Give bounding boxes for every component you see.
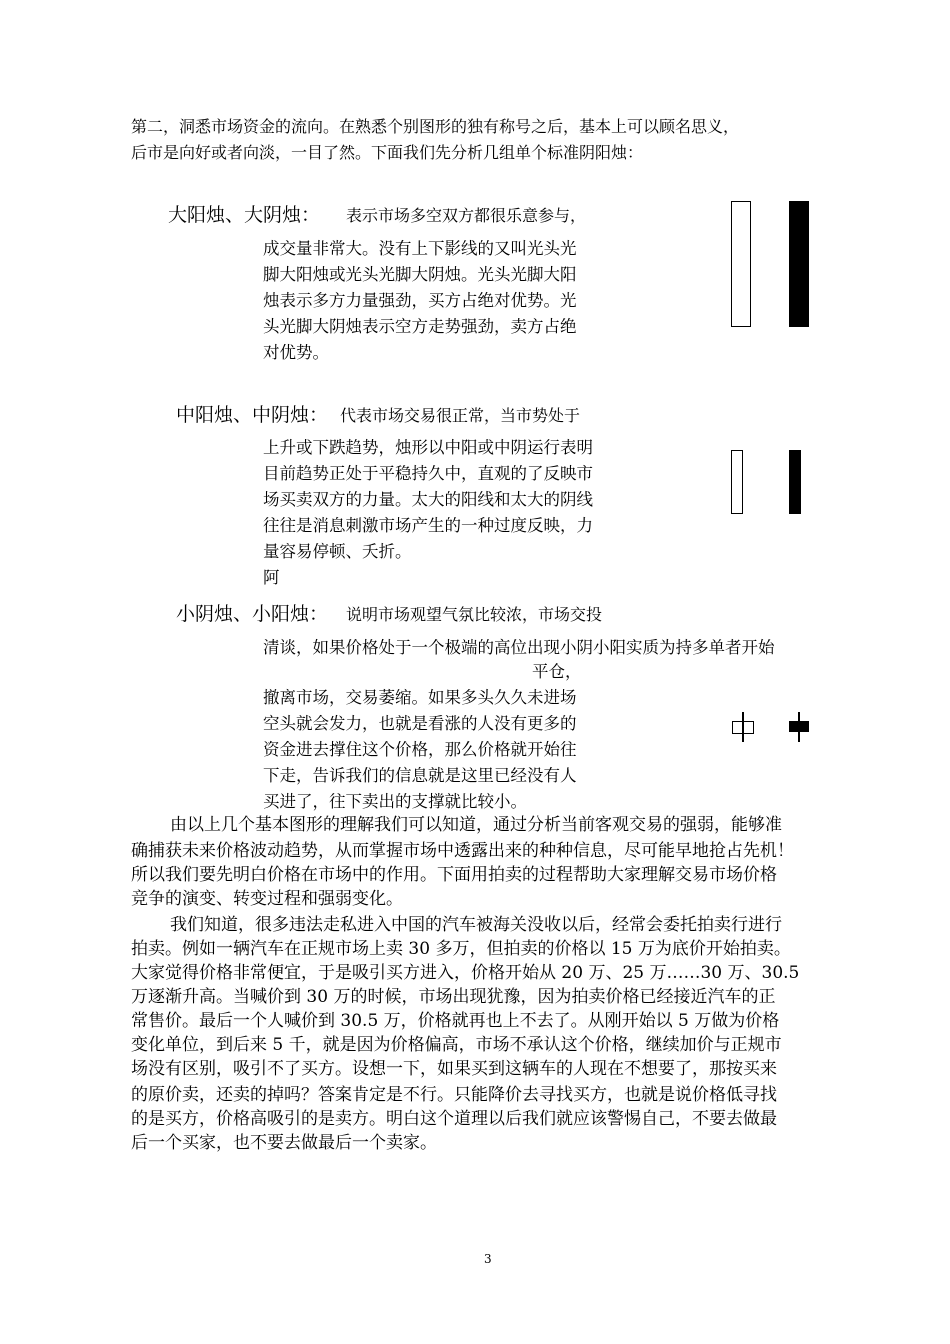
- paragraph-2-line: 的是买方，价格高吸引的是卖方。明白这个道理以后我们就应该警惕自己，不要去做最: [131, 1109, 777, 1129]
- paragraph-2-line: 常售价。最后一个人喊价到 30.5 万，价格就再也上不去了。从刚开始以 5 万做为价格: [131, 1011, 780, 1031]
- section-3-first-line: 说明市场观望气氛比较浓，市场交投: [346, 605, 603, 624]
- section-3-wide-line: 清谈，如果价格处于一个极端的高位出现小阴小阳实质为持多单者开始: [263, 638, 775, 657]
- section-1-line: 头光脚大阴烛表示空方走势强劲，卖方占绝: [263, 317, 577, 336]
- section-1-first-line: 表示市场多空双方都很乐意参与，: [346, 206, 587, 225]
- intro-line-2: 后市是向好或者向淡，一目了然。下面我们先分析几组单个标准阴阳烛：: [131, 143, 644, 162]
- section-3-center-line: 平仓，: [532, 662, 582, 681]
- paragraph-2-line: 大家觉得价格非常便宜，于是吸引买方进入，价格开始从 20 万、25 万……30 万、30.5: [131, 963, 800, 983]
- small-yin-candle: [788, 712, 810, 742]
- section-2-line: 上升或下跌趋势，烛形以中阳或中阴运行表明: [263, 438, 593, 457]
- intro-line-1: 第二，洞悉市场资金的流向。在熟悉个别图形的独有称号之后，基本上可以顾名思义，: [131, 117, 740, 136]
- section-1-line: 烛表示多方力量强劲，买方占绝对优势。光: [263, 291, 577, 310]
- small-yang-candle: [730, 712, 756, 742]
- small-yang-wick-inner: [742, 721, 744, 734]
- section-3-line: 资金进去撑住这个价格，那么价格就开始往: [263, 740, 577, 759]
- section-1-title: 大阳烛、大阴烛：: [168, 204, 321, 226]
- paragraph-1-line: 确捕获未来价格波动趋势，从而掌握市场中透露出来的种种信息，尽可能早地抢占先机！: [131, 841, 794, 861]
- section-2-first-line: 代表市场交易很正常，当市势处于: [340, 406, 581, 425]
- section-1-line: 脚大阳烛或光头光脚大阴烛。光头光脚大阳: [263, 265, 577, 284]
- section-2-line: 往往是消息刺激市场产生的一种过度反映，力: [263, 516, 593, 535]
- section-3-line: 撤离市场，交易萎缩。如果多头久久未进场: [263, 688, 577, 707]
- paragraph-1-line: 竞争的演变、转变过程和强弱变化。: [131, 889, 403, 909]
- mid-yin-candle: [789, 450, 801, 514]
- small-yin-body: [789, 721, 809, 732]
- big-yang-candle: [731, 201, 751, 327]
- section-2-title: 中阳烛、中阴烛：: [176, 404, 329, 426]
- paragraph-2-line: 万逐渐升高。当喊价到 30 万的时候，市场出现犹豫，因为拍卖价格已经接近汽车的正: [131, 987, 776, 1007]
- section-2-line: 目前趋势正处于平稳持久中，直观的了反映市: [263, 464, 593, 483]
- paragraph-2-line: 场没有区别，吸引不了买方。设想一下，如果买到这辆车的人现在不想要了，那按买来: [131, 1059, 777, 1079]
- section-3-line: 买进了，往下卖出的支撑就比较小。: [263, 792, 527, 811]
- big-yin-candle: [789, 201, 809, 327]
- section-2-line: 场买卖双方的力量。太大的阳线和太大的阴线: [263, 490, 593, 509]
- paragraph-2-line: 的原价卖，还卖的掉吗？答案肯定是不行。只能降价去寻找买方，也就是说价格低寻找: [131, 1085, 777, 1105]
- paragraph-2-line: 拍卖。例如一辆汽车在正规市场上卖 30 多万，但拍卖的价格以 15 万为底价开始拍卖。: [131, 939, 791, 959]
- section-1-line: 对优势。: [263, 343, 329, 362]
- section-2-line: 阿: [263, 568, 280, 587]
- section-1-line: 成交量非常大。没有上下影线的又叫光头光: [263, 239, 577, 258]
- mid-yang-candle: [731, 450, 743, 514]
- paragraph-1-line: 所以我们要先明白价格在市场中的作用。下面用拍卖的过程帮助大家理解交易市场价格: [131, 865, 777, 885]
- paragraph-2-line: 变化单位，到后来 5 千，就是因为价格偏高，市场不承认这个价格，继续加价与正规市: [131, 1035, 782, 1055]
- section-1-body: [263, 236, 643, 366]
- paragraph-1-line: 由以上几个基本图形的理解我们可以知道，通过分析当前客观交易的强弱，能够准: [170, 815, 782, 835]
- section-3-body: [263, 685, 643, 815]
- section-3-line: 下走，告诉我们的信息就是这里已经没有人: [263, 766, 577, 785]
- page-number: 3: [484, 1252, 492, 1266]
- section-3-title: 小阴烛、小阳烛：: [176, 603, 329, 625]
- paragraph-2-line: 后一个买家，也不要去做最后一个卖家。: [131, 1133, 437, 1153]
- section-2-line: 量容易停顿、夭折。: [263, 542, 412, 561]
- section-2-body: [263, 435, 643, 591]
- paragraph-2-line: 我们知道，很多违法走私进入中国的汽车被海关没收以后，经常会委托拍卖行进行: [170, 915, 782, 935]
- section-3-line: 空头就会发力，也就是看涨的人没有更多的: [263, 714, 577, 733]
